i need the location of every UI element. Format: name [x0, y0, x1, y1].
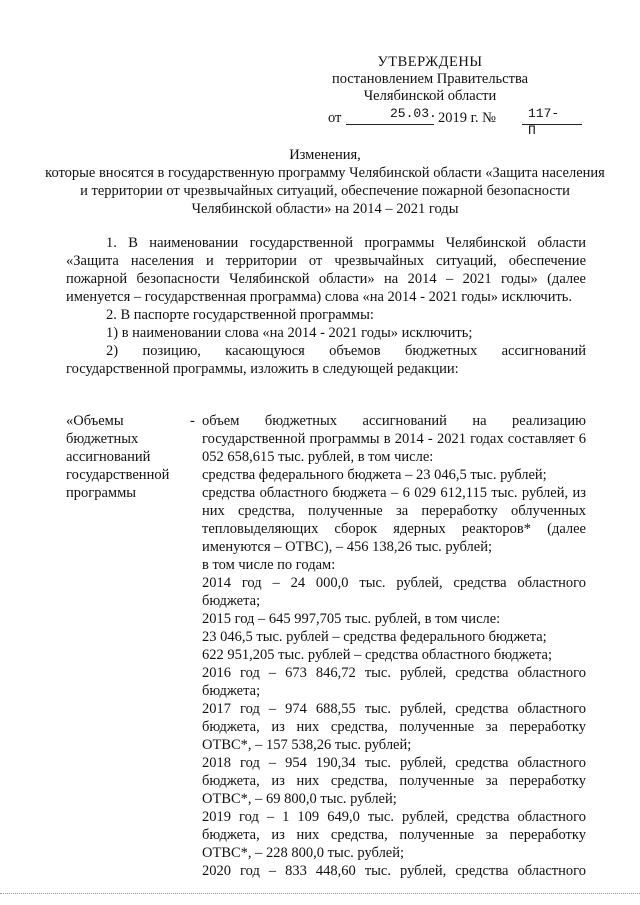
passport-left-column	[66, 412, 195, 502]
right-paragraph: средства федерального бюджета – 23 046,5 тыс. рублей;	[202, 467, 547, 483]
left-line: ассигнований	[66, 449, 151, 465]
approval-prefix: от	[328, 110, 342, 126]
page-bottom-divider	[0, 893, 640, 894]
left-line: государственной	[66, 467, 170, 483]
title-heading: Изменения,	[289, 147, 361, 163]
right-paragraph: в том числе по годам:	[202, 557, 336, 573]
approval-year: 2019 г. №	[438, 110, 497, 126]
left-line: бюджетных	[66, 431, 139, 447]
right-paragraph: средства областного бюджета – 6 029 612,115 тыс. рублей, из них средства, полученные за переработку облученных тепловыделяющих сборок ядерных реакторов* (далее именуются – ОТВС), – 456 138,26 тыс. рублей;	[202, 485, 586, 555]
right-paragraph: 2016 год – 673 846,72 тыс. рублей, средства областного бюджета;	[202, 665, 586, 699]
approval-number: 117-П	[528, 106, 560, 138]
right-paragraph: 23 046,5 тыс. рублей – средства федерального бюджета;	[202, 629, 547, 645]
date-underline	[346, 124, 434, 125]
column-dash: -	[190, 413, 195, 429]
right-paragraph: 622 951,205 тыс. рублей – средства областного бюджета;	[202, 647, 553, 663]
title-subheading: которые вносятся в государственную программу Челябинской области «Защита населения и территории от чрезвычайных ситуаций, обеспечение пожарной безопасности Челябинской области» на 2014 – 2021 годы	[45, 165, 605, 217]
left-line: «Объемы	[66, 413, 124, 429]
paragraph-2: 2. В паспорте государственной программы:	[106, 307, 374, 323]
approval-heading: УТВЕРЖДЕНЫ	[377, 54, 483, 70]
approval-date: 25.03.	[390, 106, 437, 121]
right-paragraph: 2014 год – 24 000,0 тыс. рублей, средства областного бюджета;	[202, 575, 586, 609]
approval-date-line	[300, 106, 560, 138]
right-paragraph: 2015 год – 645 997,705 тыс. рублей, в том числе:	[202, 611, 501, 627]
right-paragraph: 2017 год – 974 688,55 тыс. рублей, средства областного бюджета, из них средства, полученные за переработку ОТВС*, – 157 538,26 тыс. рублей;	[202, 701, 586, 753]
approval-line-3: Челябинской области	[363, 88, 497, 104]
document-body	[66, 234, 586, 378]
paragraph-3: 1) в наименовании слова «на 2014 - 2021 годы» исключить;	[106, 325, 473, 341]
document-title	[40, 146, 610, 218]
right-paragraph: объем бюджетных ассигнований на реализацию государственной программы в 2014 - 2021 годах составляет 6 052 658,615 тыс. рублей, в том числе:	[202, 413, 586, 465]
right-paragraph: 2018 год – 954 190,34 тыс. рублей, средства областного бюджета, из них средства, полученные за переработку ОТВС*, – 69 800,0 тыс. рублей;	[202, 755, 586, 807]
right-paragraph: 2019 год – 1 109 649,0 тыс. рублей, средства областного бюджета, из них средства, полученные за переработку ОТВС*, – 228 800,0 тыс. рублей;	[202, 809, 586, 861]
left-line: программы	[66, 485, 136, 501]
right-paragraph: 2020 год – 833 448,60 тыс. рублей, средства областного	[202, 863, 586, 879]
approval-line-2: постановлением Правительства	[331, 71, 529, 87]
approval-block	[300, 54, 560, 138]
paragraph-4: 2) позицию, касающуюся объемов бюджетных ассигнований государственной программы, изложить в следующей редакции:	[66, 343, 586, 377]
number-underline	[522, 124, 582, 125]
passport-right-column	[202, 412, 586, 880]
paragraph-1: 1. В наименовании государственной программы Челябинской области «Защита населения и территории от чрезвычайных ситуаций, обеспечение пожарной безопасности Челябинской области» на 2014 – 2021 годы» (далее именуется – государственная программа) слова «на 2014 - 2021 годы» исключить.	[66, 235, 586, 305]
